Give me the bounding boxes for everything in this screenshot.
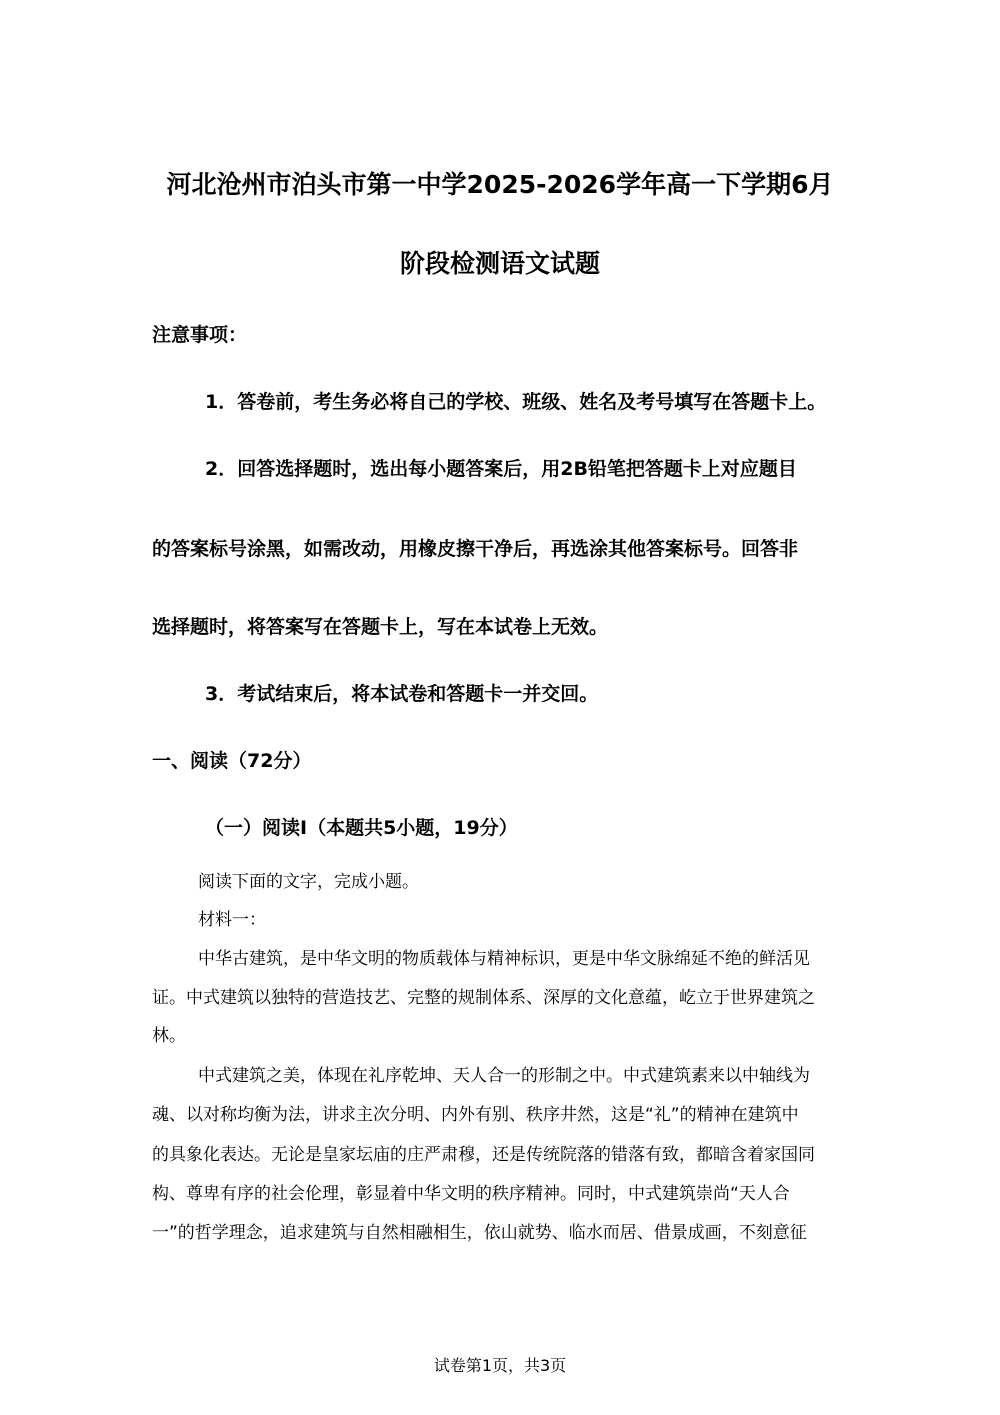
- paragraph-1-line-1: 中华古建筑，是中华文明的物质载体与精神标识，更是中华文脉绵延不绝的鲜活见: [198, 949, 810, 969]
- paragraph-2-line-1: 中式建筑之美，体现在礼序乾坤、天人合一的形制之中。中式建筑素来以中轴线为: [198, 1066, 810, 1086]
- reading-instruction: 阅读下面的文字，完成小题。: [198, 872, 419, 892]
- notice-item-1: 1．答卷前，考生务必将自己的学校、班级、姓名及考号填写在答题卡上。: [205, 391, 827, 413]
- paragraph-2-line-2: 魂、以对称均衡为法，讲求主次分明、内外有别、秩序井然，这是“礼”的精神在建筑中: [152, 1105, 799, 1125]
- section-heading: 一、阅读（72分）: [152, 750, 312, 772]
- notice-heading: 注意事项：: [152, 324, 248, 346]
- paragraph-2-line-5: 一”的哲学理念，追求建筑与自然相融相生，依山就势、临水而居、借景成画，不刻意征: [152, 1223, 807, 1243]
- section-subheading: （一）阅读Ⅰ（本题共5小题，19分）: [205, 817, 518, 839]
- material-label: 材料一：: [198, 910, 266, 930]
- page-footer: 试卷第1页，共3页: [433, 1356, 567, 1375]
- notice-item-2-line-3: 选择题时，将答案写在答题卡上，写在本试卷上无效。: [152, 616, 609, 638]
- paragraph-1-line-2: 证。中式建筑以独特的营造技艺、完整的规制体系、深厚的文化意蕴，屹立于世界建筑之: [152, 988, 815, 1008]
- paragraph-1-line-3: 林。: [152, 1026, 186, 1046]
- document-title-line-1: 河北沧州市泊头市第一中学2025-2026学年高一下学期6月: [166, 170, 834, 199]
- notice-item-3: 3．考试结束后，将本试卷和答题卡一并交回。: [205, 683, 599, 705]
- notice-item-2-line-2: 的答案标号涂黑，如需改动，用橡皮擦干净后，再选涂其他答案标号。回答非: [152, 538, 799, 560]
- notice-item-2-line-1: 2．回答选择题时，选出每小题答案后，用2B铅笔把答题卡上对应题目: [205, 458, 797, 480]
- paragraph-2-line-4: 构、尊卑有序的社会伦理，彰显着中华文明的秩序精神。同时，中式建筑崇尚“天人合: [152, 1184, 790, 1204]
- paragraph-2-line-3: 的具象化表达。无论是皇家坛庙的庄严肃穆，还是传统院落的错落有致，都暗含着家国同: [152, 1145, 815, 1165]
- document-title-line-2: 阶段检测语文试题: [399, 249, 600, 278]
